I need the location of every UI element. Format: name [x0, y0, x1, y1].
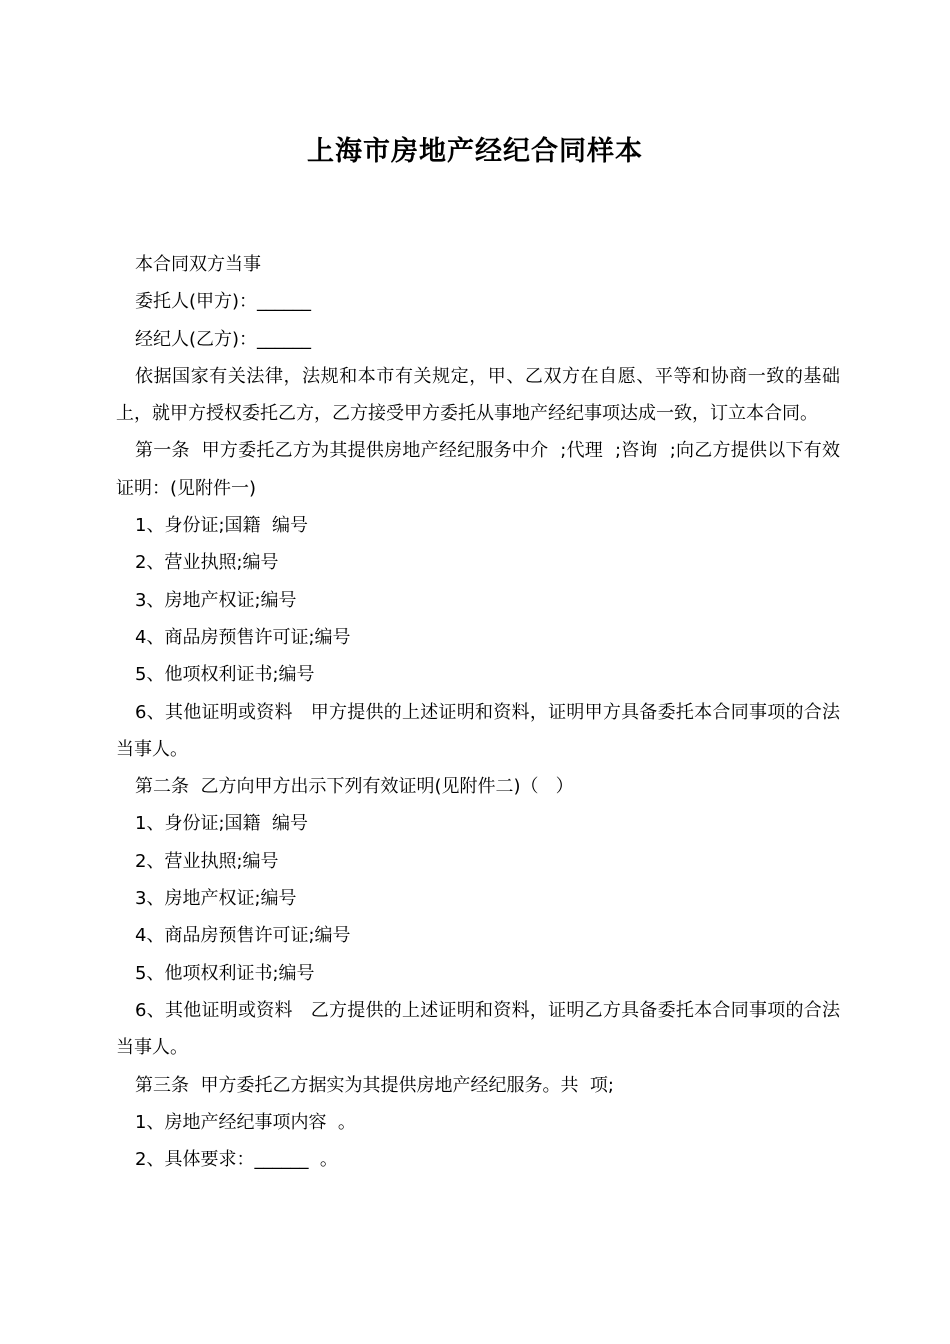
article-1-heading: 第一条 甲方委托乙方为其提供房地产经纪服务中介 ;代理 ;咨询 ;向乙方提供以下有效证明：(见附件一) [116, 440, 840, 499]
article-2-item-3: 3、房地产权证;编号 [135, 888, 297, 910]
article-2-item-5: 5、他项权利证书;编号 [135, 962, 315, 984]
parties-intro: 本合同双方当事 [135, 254, 261, 275]
article-1-item-3: 3、房地产权证;编号 [135, 589, 297, 611]
article-2-item-2: 2、营业执照;编号 [135, 850, 279, 872]
article-2-item-1: 1、身份证;国籍 编号 [135, 813, 308, 835]
article-1-item-5: 5、他项权利证书;编号 [135, 664, 315, 686]
article-2-item-4: 4、商品房预售许可证;编号 [135, 925, 351, 947]
party-a-line: 委托人(甲方)：______ [135, 291, 312, 313]
article-3-heading: 第三条 甲方委托乙方据实为其提供房地产经纪服务。共 项; [135, 1074, 614, 1096]
document-title: 上海市房地产经纪合同样本 [307, 136, 643, 167]
article-2-item-6: 6、其他证明或资料 乙方提供的上述证明和资料，证明乙方具备委托本合同事项的合法当事人。 [116, 999, 840, 1059]
preamble-paragraph: 依据国家有关法律，法规和本市有关规定，甲、乙双方在自愿、平等和协商一致的基础上，就甲方授权委托乙方，乙方接受甲方委托从事地产经纪事项达成一致，订立本合同。 [116, 365, 840, 425]
article-3-item-2: 2、具体要求：______ 。 [135, 1149, 338, 1171]
article-1-item-6: 6、其他证明或资料 甲方提供的上述证明和资料，证明甲方具备委托本合同事项的合法当事人。 [116, 701, 840, 760]
contract-body [116, 246, 840, 1178]
article-2-heading: 第二条 乙方向甲方出示下列有效证明(见附件二)（ ） [135, 776, 574, 798]
article-3-item-1: 1、房地产经纪事项内容 。 [135, 1111, 356, 1133]
party-b-line: 经纪人(乙方)：______ [135, 328, 312, 350]
article-1-item-1: 1、身份证;国籍 编号 [135, 515, 308, 537]
article-1-item-4: 4、商品房预售许可证;编号 [135, 626, 351, 648]
article-1-item-2: 2、营业执照;编号 [135, 552, 279, 574]
